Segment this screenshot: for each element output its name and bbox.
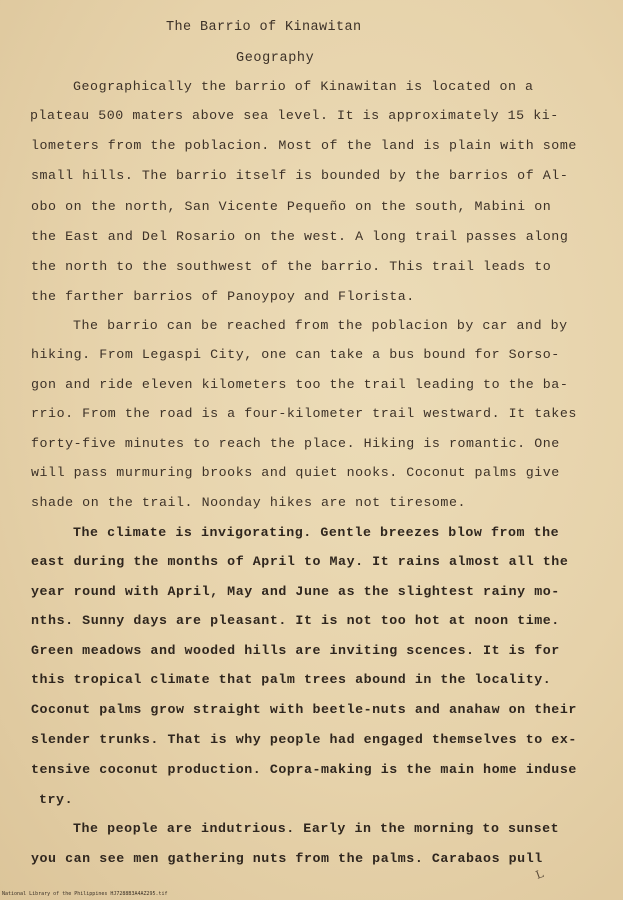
archive-footer: National Library of the Philippines HJ7288B3A4AZ295.tif — [2, 891, 168, 897]
text-line: will pass murmuring brooks and quiet nooks. Coconut palms give — [31, 465, 560, 480]
text-line: obo on the north, San Vicente Pequeño on the south, Mabini on — [31, 199, 552, 214]
text-line: year round with April, May and June as the slightest rainy mo- — [31, 584, 560, 599]
text-line: Coconut palms grow straight with beetle-nuts and anahaw on their — [31, 702, 577, 717]
text-line: east during the months of April to May. It rains almost all the — [31, 554, 569, 569]
text-line: the farther barrios of Panoypoy and Florista. — [31, 289, 415, 304]
text-line: Green meadows and wooded hills are inviting scences. It is for — [31, 643, 560, 658]
text-line: forty-five minutes to reach the place. Hiking is romantic. One — [31, 436, 560, 451]
text-line: The climate is invigorating. Gentle breezes blow from the — [73, 525, 560, 540]
text-line: gon and ride eleven kilometers too the trail leading to the ba- — [31, 377, 569, 392]
text-line: this tropical climate that palm trees abound in the locality. — [31, 672, 552, 687]
text-line: plateau 500 maters above sea level. It is approximately 15 ki- — [30, 108, 559, 123]
document-subtitle: Geography — [236, 51, 315, 66]
text-line: nths. Sunny days are pleasant. It is not too hot at noon time. — [31, 613, 560, 628]
document-title: The Barrio of Kinawitan — [166, 20, 362, 35]
text-line: rrio. From the road is a four-kilometer trail westward. It takes — [31, 406, 577, 421]
text-line: The people are indutrious. Early in the morning to sunset — [73, 821, 560, 836]
text-line: lometers from the poblacion. Most of the land is plain with some — [31, 138, 577, 153]
text-line: tensive coconut production. Copra-making is the main home induse — [31, 762, 577, 777]
text-line: the East and Del Rosario on the west. A long trail passes along — [31, 229, 569, 244]
handwritten-initial: L — [533, 867, 546, 882]
text-line: small hills. The barrio itself is bounded by the barrios of Al- — [31, 168, 569, 183]
text-line: try. — [39, 792, 74, 807]
text-line: Geographically the barrio of Kinawitan is located on a — [73, 79, 534, 94]
text-line: slender trunks. That is why people had engaged themselves to ex- — [31, 732, 577, 747]
text-line: the north to the southwest of the barrio. This trail leads to — [31, 259, 552, 274]
text-line: The barrio can be reached from the poblacion by car and by — [73, 318, 568, 333]
text-line: shade on the trail. Noonday hikes are not tiresome. — [31, 495, 467, 510]
text-line: hiking. From Legaspi City, one can take a bus bound for Sorso- — [31, 347, 560, 362]
text-line: you can see men gathering nuts from the palms. Carabaos pull — [31, 851, 543, 866]
